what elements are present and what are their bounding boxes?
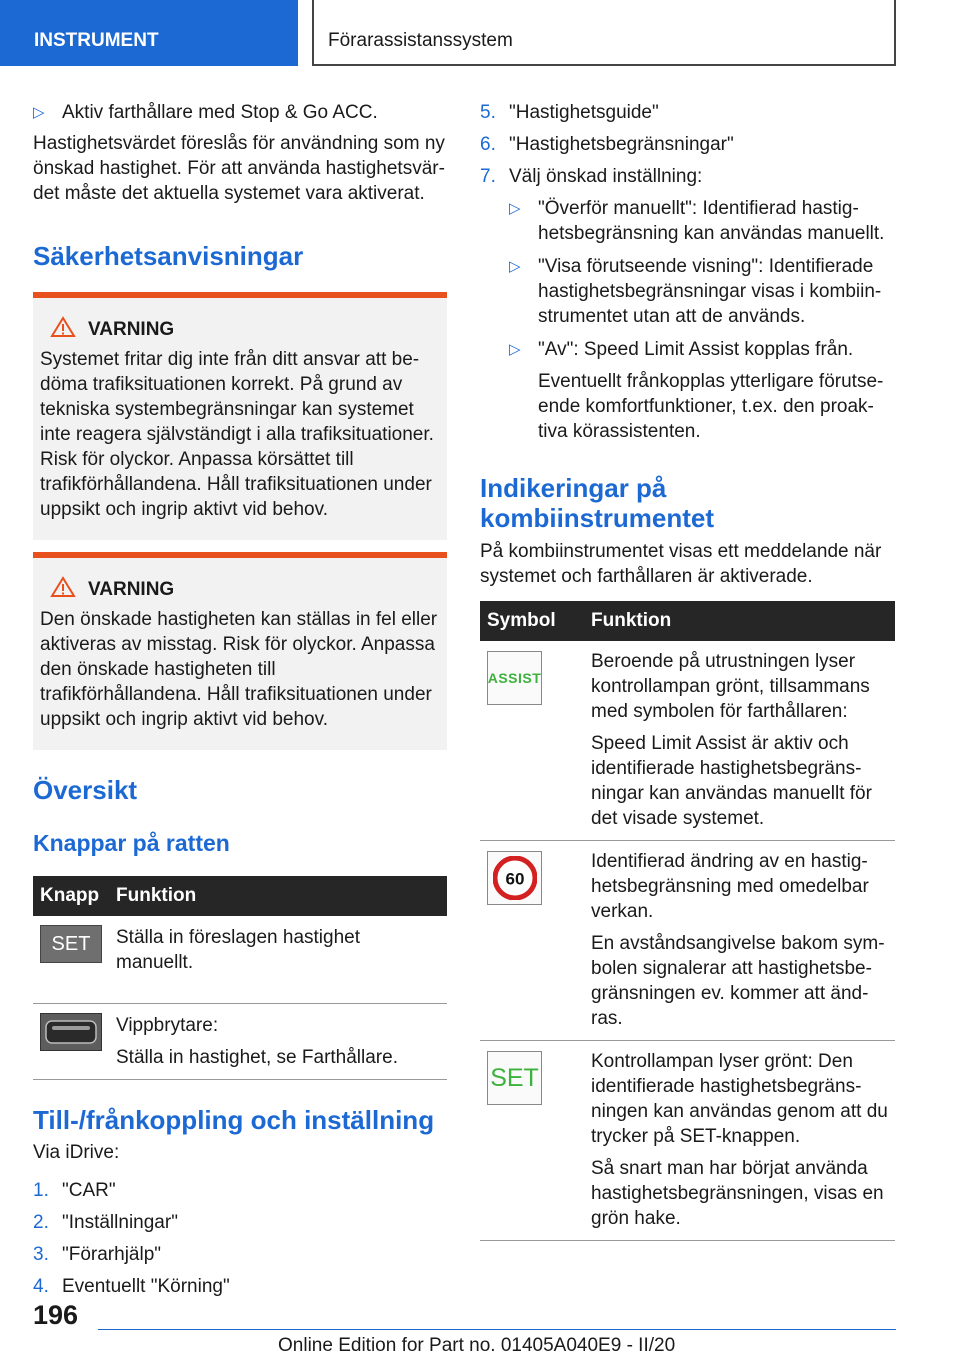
speed-limit-sign-icon [487, 851, 542, 905]
speed-limit-circle [493, 856, 537, 900]
warning-text: Den önskade hastigheten kan ställas in fel eller aktiveras av misstag. Risk för olyckor. Anpassa den önskade hastigheten till trafikförhållandena. Håll trafiksituationen under uppsikt och ingrip aktivt vid behov. [40, 609, 438, 730]
icon-label: 60 [505, 869, 524, 889]
section-tab: INSTRUMENT [0, 0, 298, 66]
table-row [480, 641, 895, 841]
warning-text: Systemet fritar dig inte från ditt ansvar att bedöma trafiksituationen korrekt. På grund av tekniska systembegränsningar kan systemet inte reagera självständigt i alla trafiksituationer. Risk för olyckor. Anpassa körsättet till trafikförhållandena. Håll trafiksituationen under uppsikt och ingrip aktivt vid behov. [40, 349, 434, 520]
step-number: 2. [33, 1212, 49, 1233]
bullet-item [509, 254, 895, 329]
symbol-table [480, 601, 895, 1241]
step-number: 1. [33, 1180, 49, 1201]
rocker-switch-icon [40, 1013, 102, 1051]
warning-title [40, 576, 439, 602]
set-button-icon [40, 925, 102, 963]
step-number: 7. [480, 166, 496, 187]
list-item [33, 1210, 447, 1235]
warning-triangle-icon [50, 316, 76, 338]
warning-box [33, 292, 447, 540]
warning-title-text: VARNING [88, 319, 175, 340]
table-header: Funktion [584, 601, 895, 641]
step-number: 6. [480, 134, 496, 155]
warning-title-text: VARNING [88, 579, 175, 600]
set-indicator-icon [487, 1051, 542, 1105]
indicator-heading: Indikeringar på kombiinstrumentet [480, 473, 715, 533]
triangle-bullet-icon: ▷ [509, 200, 521, 217]
list-item [480, 132, 895, 157]
list-item [33, 1242, 447, 1267]
icon-label: SET [51, 932, 91, 955]
table-row [33, 1004, 447, 1080]
step-text: "Inställningar" [62, 1212, 178, 1233]
warning-title [40, 316, 439, 342]
option-list [480, 196, 895, 444]
function-text: Kontrollampan lyser grönt: Den identifierade hastighetsbegränsningen kan användas genom att du trycker på SET-knappen. [591, 1051, 888, 1147]
function-text: Beroende på utrustningen lyser kontrollampan grönt, tillsammans med symbolen för farthållaren: [591, 651, 870, 722]
step-text: "Förarhjälp" [62, 1244, 162, 1265]
assist-indicator-icon [487, 651, 542, 705]
bullet-text: "Överför manuellt": Identifierad hastighetsbegränsning kan användas manuellt. [538, 198, 885, 244]
bullet-text: "Visa förutseende visning": Identifierade hastighetsbegränsningar visas i kombiinstrumentet utan att de används. [538, 256, 882, 327]
left-column [33, 100, 447, 1306]
step-text: "CAR" [62, 1180, 116, 1201]
function-text: Vippbrytare: [116, 1015, 219, 1036]
step-text: "Hastighetsguide" [509, 102, 659, 123]
overview-heading: Översikt [33, 775, 138, 805]
right-column [480, 100, 895, 1241]
list-item [33, 1178, 447, 1203]
page-number: 196 [33, 1300, 79, 1330]
step-number: 5. [480, 102, 496, 123]
function-text: En avståndsangivelse bakom symbolen signalerar att hastighetsbegränsningen ev. kommer att ändras. [591, 933, 885, 1029]
step-text: Eventuellt "Körning" [62, 1276, 230, 1297]
step-number: 3. [33, 1244, 49, 1265]
function-text: Så snart man har börjat använda hastighetsbegränsningen, visas en grön hake. [591, 1158, 884, 1229]
icon-label: ASSIST [487, 669, 542, 686]
table-header: Symbol [480, 601, 584, 641]
bullet-item [509, 337, 895, 362]
bullet-text: "Av": Speed Limit Assist kopplas från. [538, 339, 854, 360]
triangle-bullet-icon: ▷ [509, 258, 521, 275]
triangle-bullet-icon: ▷ [509, 341, 521, 358]
function-text: Ställa in föreslagen hastighet manuellt. [116, 927, 360, 973]
function-text: Identifierad ändring av en hastighetsbegränsning med omedelbar verkan. [591, 851, 869, 922]
step-text: "Hastighetsbegränsningar" [509, 134, 734, 155]
table-row [33, 916, 447, 1004]
buttons-heading: Knappar på ratten [33, 830, 230, 856]
icon-label: SET [490, 1063, 539, 1092]
table-row [480, 1041, 895, 1241]
safety-heading: Säkerhetsanvisningar [33, 241, 304, 271]
bullet-text: Aktiv farthållare med Stop & Go ACC. [62, 102, 378, 123]
list-item [33, 1274, 447, 1299]
buttons-table [33, 876, 447, 1080]
step-text: Välj önskad inställning: [509, 166, 703, 187]
intro-paragraph: Hastighetsvärdet föreslås för användning som ny önskad hastighet. För att använda hastighetsvärdet måste det aktuella systemet vara aktiverat. [33, 133, 445, 204]
warning-triangle-icon [50, 576, 76, 598]
table-header: Knapp [33, 876, 109, 916]
list-item [480, 100, 895, 125]
footer-divider [98, 1329, 896, 1330]
edition-text: Online Edition for Part no. 01405A040E9 - II/20 [278, 1335, 676, 1356]
rocker-switch-shape [44, 1019, 98, 1045]
bullet-item [509, 196, 895, 246]
option-note: Eventuellt frånkopplas ytterligare förutseende komfortfunktioner, t.ex. den proaktiva körassistenten. [538, 371, 884, 442]
function-text: Speed Limit Assist är aktiv och identifierade hastighetsbegränsningar kan användas manuellt för det visade systemet. [591, 733, 872, 829]
via-text: Via iDrive: [33, 1142, 120, 1163]
function-text: Ställa in hastighet, se Farthållare. [116, 1047, 398, 1068]
indicator-intro: På kombiinstrumentet visas ett meddelande när systemet och farthållaren är aktiverade. [480, 541, 882, 587]
chapter-title: Förarassistanssystem [312, 0, 896, 66]
step-number: 4. [33, 1276, 49, 1297]
table-row [480, 841, 895, 1041]
warning-box [33, 552, 447, 750]
step-list [33, 1178, 447, 1299]
list-item [480, 164, 895, 189]
table-header: Funktion [109, 876, 447, 916]
toggle-heading: Till-/frånkoppling och inställning [33, 1105, 435, 1135]
bullet-item [33, 100, 447, 125]
page-header [0, 0, 960, 66]
triangle-bullet-icon: ▷ [33, 104, 45, 121]
